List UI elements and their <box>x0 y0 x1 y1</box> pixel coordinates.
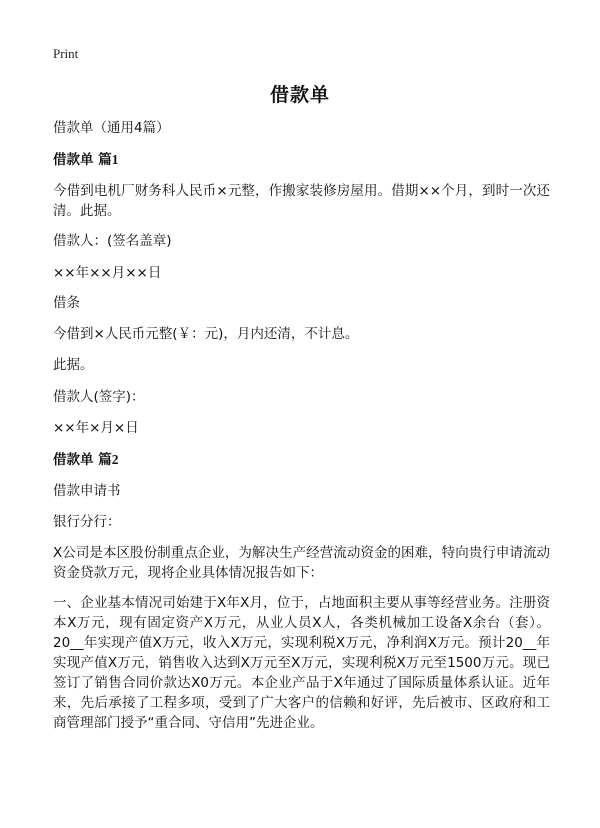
hereby-line: 此据。 <box>53 357 94 373</box>
section-1-heading <box>53 150 553 170</box>
section-2-detail: 一、企业基本情况司始建于X年X月，位于，占地面积主要从事等经营业务。注册资本X万元，现有固定资产X万元，从业人员X人，各类机械加工设备X余台（套）。20__年实现产值X万元，收入X万元，实现利税X万元，净利润X万元。预计20__年实现产值X万元，销售收入达到X万元至X万元，实现利税X万元至1500万元。现已签订了销售合同价款达X0万元。本企业产品于X年通过了国际质量体系认证。近年来，先后承接了工程多项，受到了广大客户的信赖和好评，先后被市、区政府和工商管理部门授予“重合同、守信用”先进企业。 <box>53 595 550 731</box>
loan-application-title: 借款申请书 <box>53 483 121 499</box>
date-line: ××年××月××日 <box>53 265 162 281</box>
section-2-heading-number: 2 <box>111 452 119 467</box>
section-1-body: 今借到电机厂财务科人民币×元整，作搬家装修房屋用。借期××个月，到时一次还清。此据。 <box>53 183 550 219</box>
section-2-heading <box>53 450 553 470</box>
section-2-heading-prefix: 借款单 篇 <box>53 452 112 468</box>
section-2-intro: X公司是本区股份制重点企业，为解决生产经营流动资金的困难，特向贵行申请流动资金贷款万元，现将企业具体情况报告如下： <box>53 545 550 581</box>
salutation: 银行分行： <box>53 514 121 530</box>
borrower-signature-line-2: 借款人(签字)： <box>53 389 145 405</box>
iou-title: 借条 <box>53 295 80 311</box>
document-title: 借款单 <box>269 84 330 106</box>
print-label: Print <box>53 46 79 61</box>
section-1-heading-prefix: 借款单 篇 <box>53 152 112 168</box>
borrower-signature-line: 借款人：(签名盖章) <box>53 233 172 249</box>
date-line-2: ××年×月×日 <box>53 420 139 436</box>
iou-body: 今借到×人民币元整(￥：元)，月内还清，不计息。 <box>53 326 359 342</box>
document-subtitle: 借款单（通用4篇） <box>53 120 170 136</box>
section-1-heading-number: 1 <box>111 152 119 167</box>
